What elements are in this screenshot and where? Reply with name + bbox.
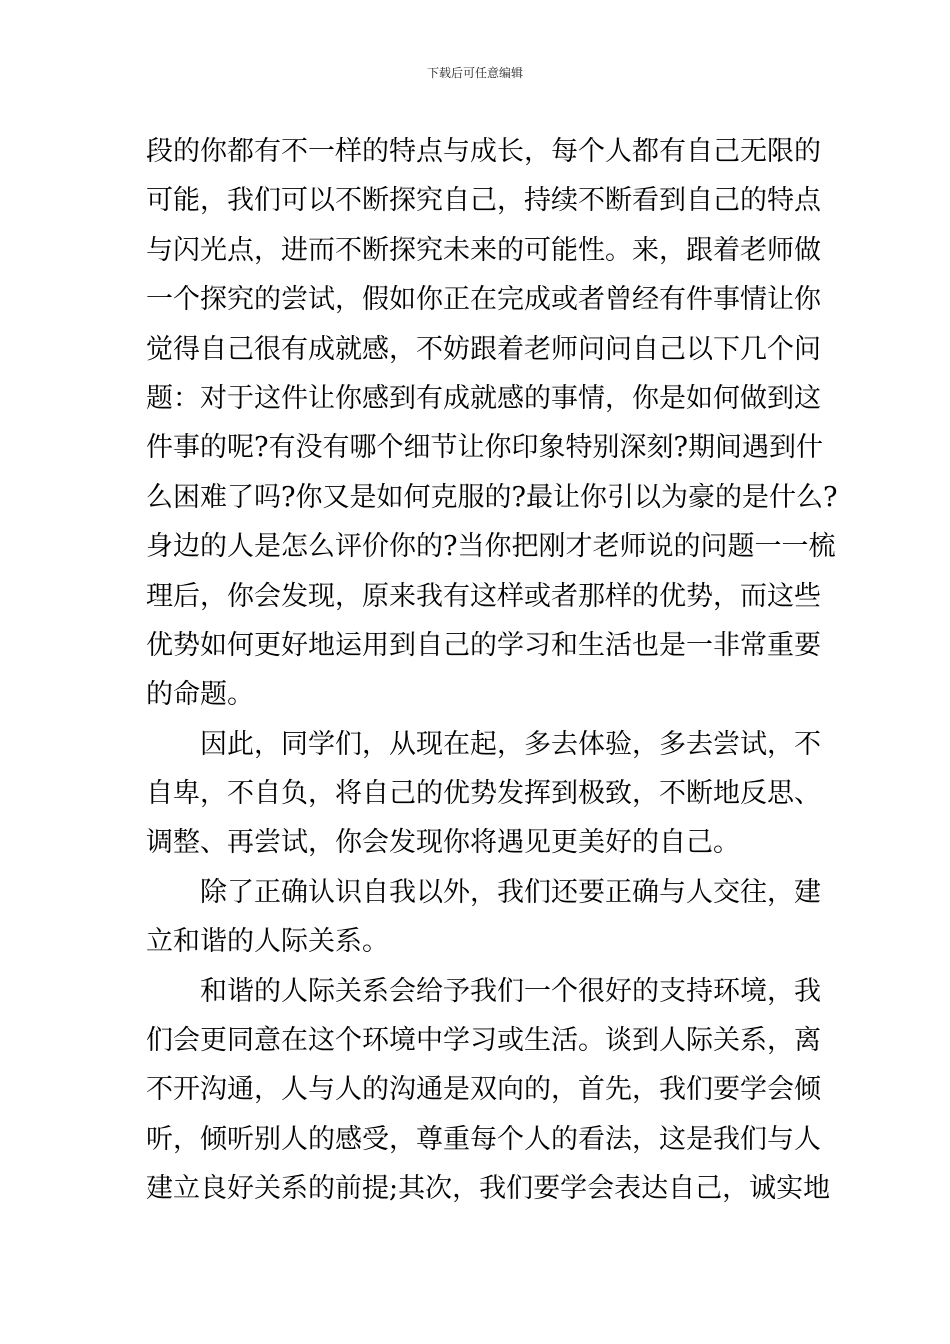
- text-line: 与闪光点，进而不断探究未来的可能性。来，跟着老师做: [146, 234, 821, 266]
- text-line: 建立良好关系的前提;其次，我们要学会表达自己，诚实地: [146, 1173, 831, 1205]
- text-line: 的命题。: [146, 679, 254, 711]
- page-header-note: 下载后可任意编辑: [426, 66, 523, 80]
- text-line: 题：对于这件让你感到有成就感的事情，你是如何做到这: [146, 382, 821, 414]
- text-line: 觉得自己很有成就感，不妨跟着老师问问自己以下几个问: [146, 333, 821, 365]
- paragraph-first-line: 除了正确认识自我以外，我们还要正确与人交往，建: [200, 876, 821, 908]
- text-line: 身边的人是怎么评价你的?当你把刚才老师说的问题一一梳: [146, 531, 836, 563]
- text-line: 自卑，不自负，将自己的优势发挥到极致，不断地反思、: [146, 778, 821, 810]
- text-line: 段的你都有不一样的特点与成长，每个人都有自己无限的: [146, 136, 821, 167]
- text-line: 不开沟通，人与人的沟通是双向的，首先，我们要学会倾: [146, 1074, 821, 1106]
- text-line: 理后，你会发现，原来我有这样或者那样的优势，而这些: [146, 580, 821, 612]
- text-line: 件事的呢?有没有哪个细节让你印象特别深刻?期间遇到什: [146, 432, 823, 464]
- paragraph-first-line: 和谐的人际关系会给予我们一个很好的支持环境，我: [200, 975, 821, 1007]
- text-line: 一个探究的尝试，假如你正在完成或者曾经有件事情让你: [146, 284, 821, 316]
- text-line: 调整、再尝试，你会发现你将遇见更美好的自己。: [146, 827, 740, 859]
- text-line: 们会更同意在这个环境中学习或生活。谈到人际关系，离: [146, 1025, 821, 1057]
- text-line: 听，倾听别人的感受，尊重每个人的看法，这是我们与人: [146, 1123, 821, 1155]
- text-line: 优势如何更好地运用到自己的学习和生活也是一非常重要: [146, 629, 821, 661]
- text-line: 么困难了吗?你又是如何克服的?最让你引以为豪的是什么?: [146, 481, 838, 513]
- text-line: 立和谐的人际关系。: [146, 926, 389, 958]
- text-line: 可能，我们可以不断探究自己，持续不断看到自己的特点: [146, 185, 821, 217]
- document-body: [146, 127, 838, 1214]
- paragraph-first-line: 因此，同学们，从现在起，多去体验，多去尝试，不: [200, 728, 821, 760]
